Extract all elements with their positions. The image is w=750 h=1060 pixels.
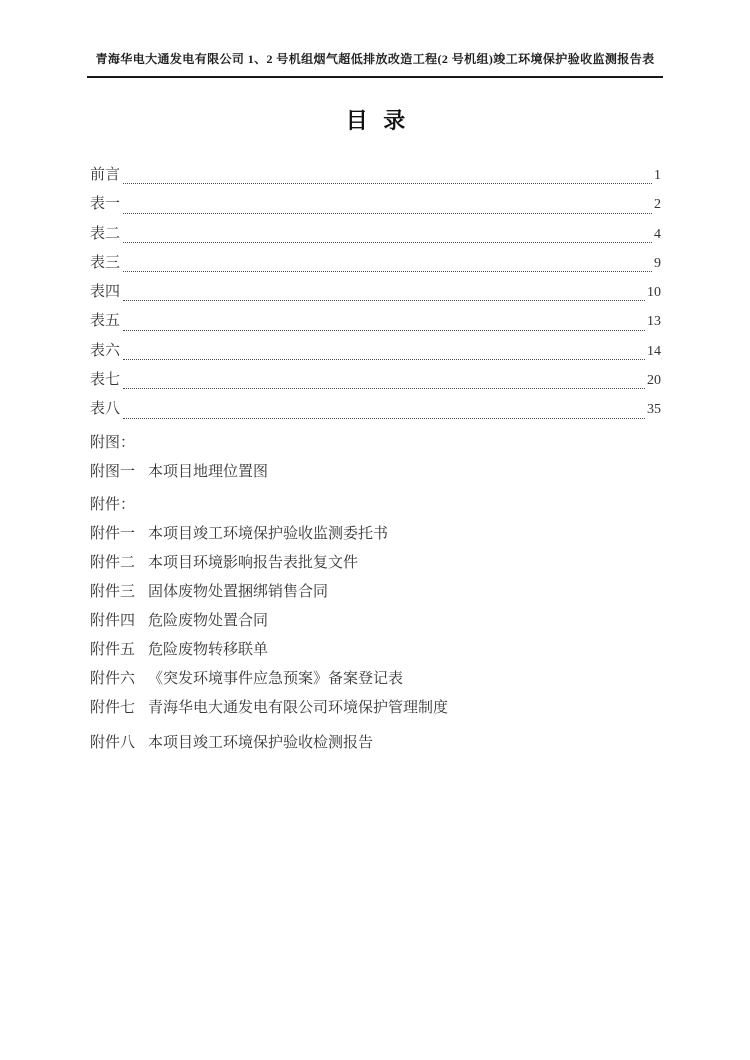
document-header-title: 青海华电大通发电有限公司 1、2 号机组烟气超低排放改造工程(2 号机组)竣工环境保护验收监测报告表 [95,52,655,66]
list-item [90,607,661,636]
list-item-label: 附件六 [90,670,136,687]
list-item-title: 危险废物处置合同 [148,612,269,629]
list-item [90,665,661,694]
header-rule [87,76,663,78]
list-item-title: 本项目环境影响报告表批复文件 [148,554,359,571]
toc-page-number: 2 [654,197,661,213]
toc-page-number: 14 [647,343,661,359]
content-column [90,106,661,758]
list-item [90,458,661,487]
list-item-label: 附件三 [90,583,136,600]
list-item [90,549,661,578]
list-item-label: 附件一 [90,525,136,542]
toc-entry-label: 表五 [90,313,121,330]
toc-dot-leader [123,388,645,389]
toc-dot-leader [123,242,652,243]
list-item-title: 本项目竣工环境保护验收检测报告 [148,734,374,751]
toc-entry-label: 表八 [90,401,121,418]
list-item-title: 《突发环境事件应急预案》备案登记表 [148,670,404,687]
toc-entry-label: 前言 [90,167,121,183]
toc-entry [90,366,661,395]
toc-page-number: 20 [647,373,661,389]
list-item [90,578,661,607]
toc-entry-label: 表一 [90,196,121,213]
toc-entry [90,190,661,219]
list-item-label: 附件五 [90,641,136,658]
page-title: 目 录 [345,108,406,133]
list-item [90,729,661,758]
list-item-title: 青海华电大通发电有限公司环境保护管理制度 [148,699,449,716]
list-item-label: 附图一 [90,463,136,480]
toc-page-number: 9 [654,255,661,271]
attachments-list [90,520,661,758]
list-item-label: 附件二 [90,554,136,571]
toc-entry [90,249,661,278]
toc-page-number: 1 [654,168,661,183]
toc-entry [90,161,661,190]
list-item-title: 危险废物转移联单 [148,641,269,658]
figures-section-heading: 附图： [90,434,136,451]
toc-list [90,161,661,425]
list-item-title: 本项目竣工环境保护验收监测委托书 [148,525,389,542]
toc-entry [90,395,661,424]
toc-entry-label: 表二 [90,225,121,242]
toc-entry [90,278,661,307]
attachments-section-heading: 附件： [90,496,136,513]
toc-dot-leader [123,271,652,272]
list-item [90,520,661,549]
list-item [90,636,661,665]
toc-entry [90,307,661,336]
toc-dot-leader [123,213,652,214]
toc-page-number: 35 [647,402,661,418]
toc-entry-label: 表六 [90,342,121,359]
toc-entry-label: 表七 [90,372,121,389]
list-item-label: 附件四 [90,612,136,629]
toc-dot-leader [123,300,645,301]
figures-list [90,458,661,487]
toc-entry-label: 表三 [90,254,121,271]
toc-entry [90,220,661,249]
toc-page-number: 10 [647,285,661,301]
toc-dot-leader [123,359,645,360]
toc-entry-label: 表四 [90,284,121,301]
toc-page-number: 13 [647,314,661,330]
toc-dot-leader [123,418,645,419]
toc-dot-leader [123,183,652,184]
toc-dot-leader [123,330,645,331]
toc-page-number: 4 [654,226,661,242]
list-item-title: 本项目地理位置图 [148,463,269,480]
list-item [90,694,661,723]
list-item-label: 附件七 [90,699,136,716]
list-item-title: 固体废物处置捆绑销售合同 [148,583,329,600]
toc-entry [90,337,661,366]
list-item-label: 附件八 [90,734,136,751]
